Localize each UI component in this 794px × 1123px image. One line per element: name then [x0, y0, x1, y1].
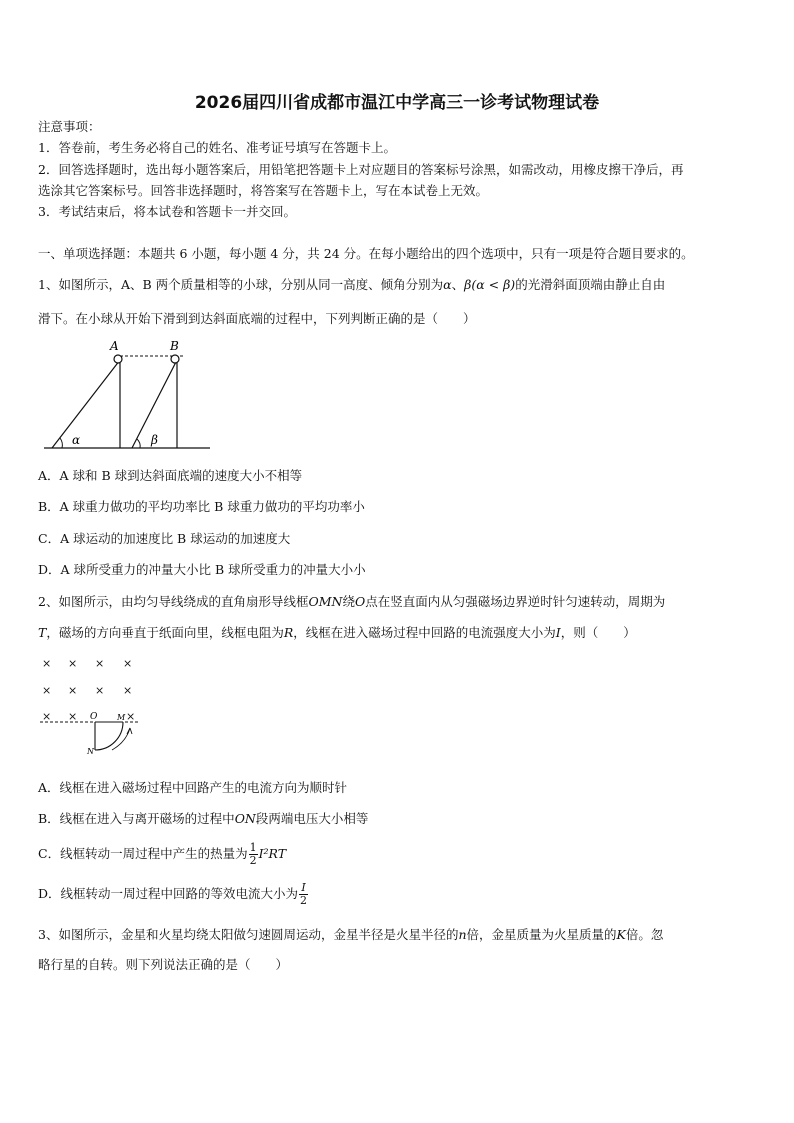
question-2-option-b: B．线框在进入与离开磁场的过程中ON段两端电压大小相等	[38, 811, 369, 826]
field-cross: ×	[123, 684, 133, 697]
question-1-stem: 1、如图所示，A、B 两个质量相等的小球，分别从同一高度、倾角分别为α、β(α < β)的光滑斜面顶端由静止自由	[38, 277, 666, 292]
question-2-stem: 2、如图所示，由均匀导线绕成的直角扇形导线框OMN绕O点在竖直面内从匀强磁场边界逆时针匀速转动，周期为	[38, 594, 666, 609]
notice-heading: 注意事项：	[38, 119, 101, 134]
field-cross: ×	[95, 684, 105, 697]
field-cross: ×	[42, 684, 52, 697]
fraction: $\frac{I}{2}$	[300, 881, 308, 907]
field-cross: ×	[68, 657, 78, 670]
ball-a	[114, 355, 122, 363]
notice-item: 3．考试结束后，将本试卷和答题卡一并交回。	[38, 204, 296, 219]
question-1-option-c: C．A 球运动的加速度比 B 球运动的加速度大	[38, 531, 291, 546]
notice-item: 2．回答选择题时，选出每小题答案后，用铅笔把答题卡上对应题目的答案标号涂黑，如需改动，用橡皮擦干净后，再	[38, 162, 684, 177]
question-2-stem-cont: T，磁场的方向垂直于纸面向里，线框电阻为R，线框在进入磁场过程中回路的电流强度大小为I，则（ ）	[38, 625, 636, 640]
page-title: 2026届四川省成都市温江中学高三一诊考试物理试卷	[194, 93, 600, 113]
question-3-stem-cont: 略行星的自转。则下列说法正确的是（ ）	[38, 957, 289, 972]
section-heading: 一、单项选择题：本题共 6 小题，每小题 4 分，共 24 分。在每小题给出的四个选项中，只有一项是符合题目要求的。	[38, 246, 694, 261]
field-cross: ×	[95, 657, 105, 670]
field-cross: ×	[126, 710, 136, 723]
field-cross: ×	[42, 657, 52, 670]
label-n: N	[87, 747, 94, 756]
label-m: M	[117, 713, 126, 722]
field-cross: ×	[68, 710, 78, 723]
ball-b	[171, 355, 179, 363]
field-cross: ×	[123, 657, 133, 670]
notice-item: 1．答卷前，考生务必将自己的姓名、准考证号填写在答题卡上。	[38, 140, 396, 155]
label-o: O	[90, 712, 98, 722]
label-a: A	[110, 339, 119, 353]
question-2-option-d: D．线框转动一周过程中回路的等效电流大小为 $\frac{I}{2}$	[38, 881, 308, 907]
question-3-stem: 3、如图所示，金星和火星均绕太阳做匀速圆周运动，金星半径是火星半径的n倍，金星质量为火星质量的K倍。忽	[38, 927, 664, 942]
notice-item: 选涂其它答案标号。回答非选择题时，将答案写在答题卡上，写在本试卷上无效。	[38, 183, 489, 198]
field-cross: ×	[68, 684, 78, 697]
incline-figure	[40, 336, 215, 456]
label-beta: β	[151, 433, 158, 447]
question-2-option-a: A．线框在进入磁场过程中回路产生的电流方向为顺时针	[38, 780, 348, 795]
question-1-stem-cont: 滑下。在小球从开始下滑到到达斜面底端的过程中，下列判断正确的是（ ）	[38, 311, 476, 326]
question-1-option-d: D．A 球所受重力的冲量大小比 B 球所受重力的冲量大小小	[38, 562, 366, 577]
question-1-option-a: A．A 球和 B 球到达斜面底端的速度大小不相等	[38, 468, 303, 483]
magnetic-field-figure	[38, 652, 148, 757]
question-1-option-b: B．A 球重力做功的平均功率比 B 球重力做功的平均功率小	[38, 499, 365, 514]
field-cross: ×	[42, 710, 52, 723]
fraction: $\frac{1}{2}$	[249, 841, 257, 867]
label-alpha: α	[72, 433, 81, 447]
label-b: B	[170, 339, 179, 353]
question-2-option-c: C．线框转动一周过程中产生的热量为 $\frac{1}{2}$ I²RT	[38, 841, 287, 867]
